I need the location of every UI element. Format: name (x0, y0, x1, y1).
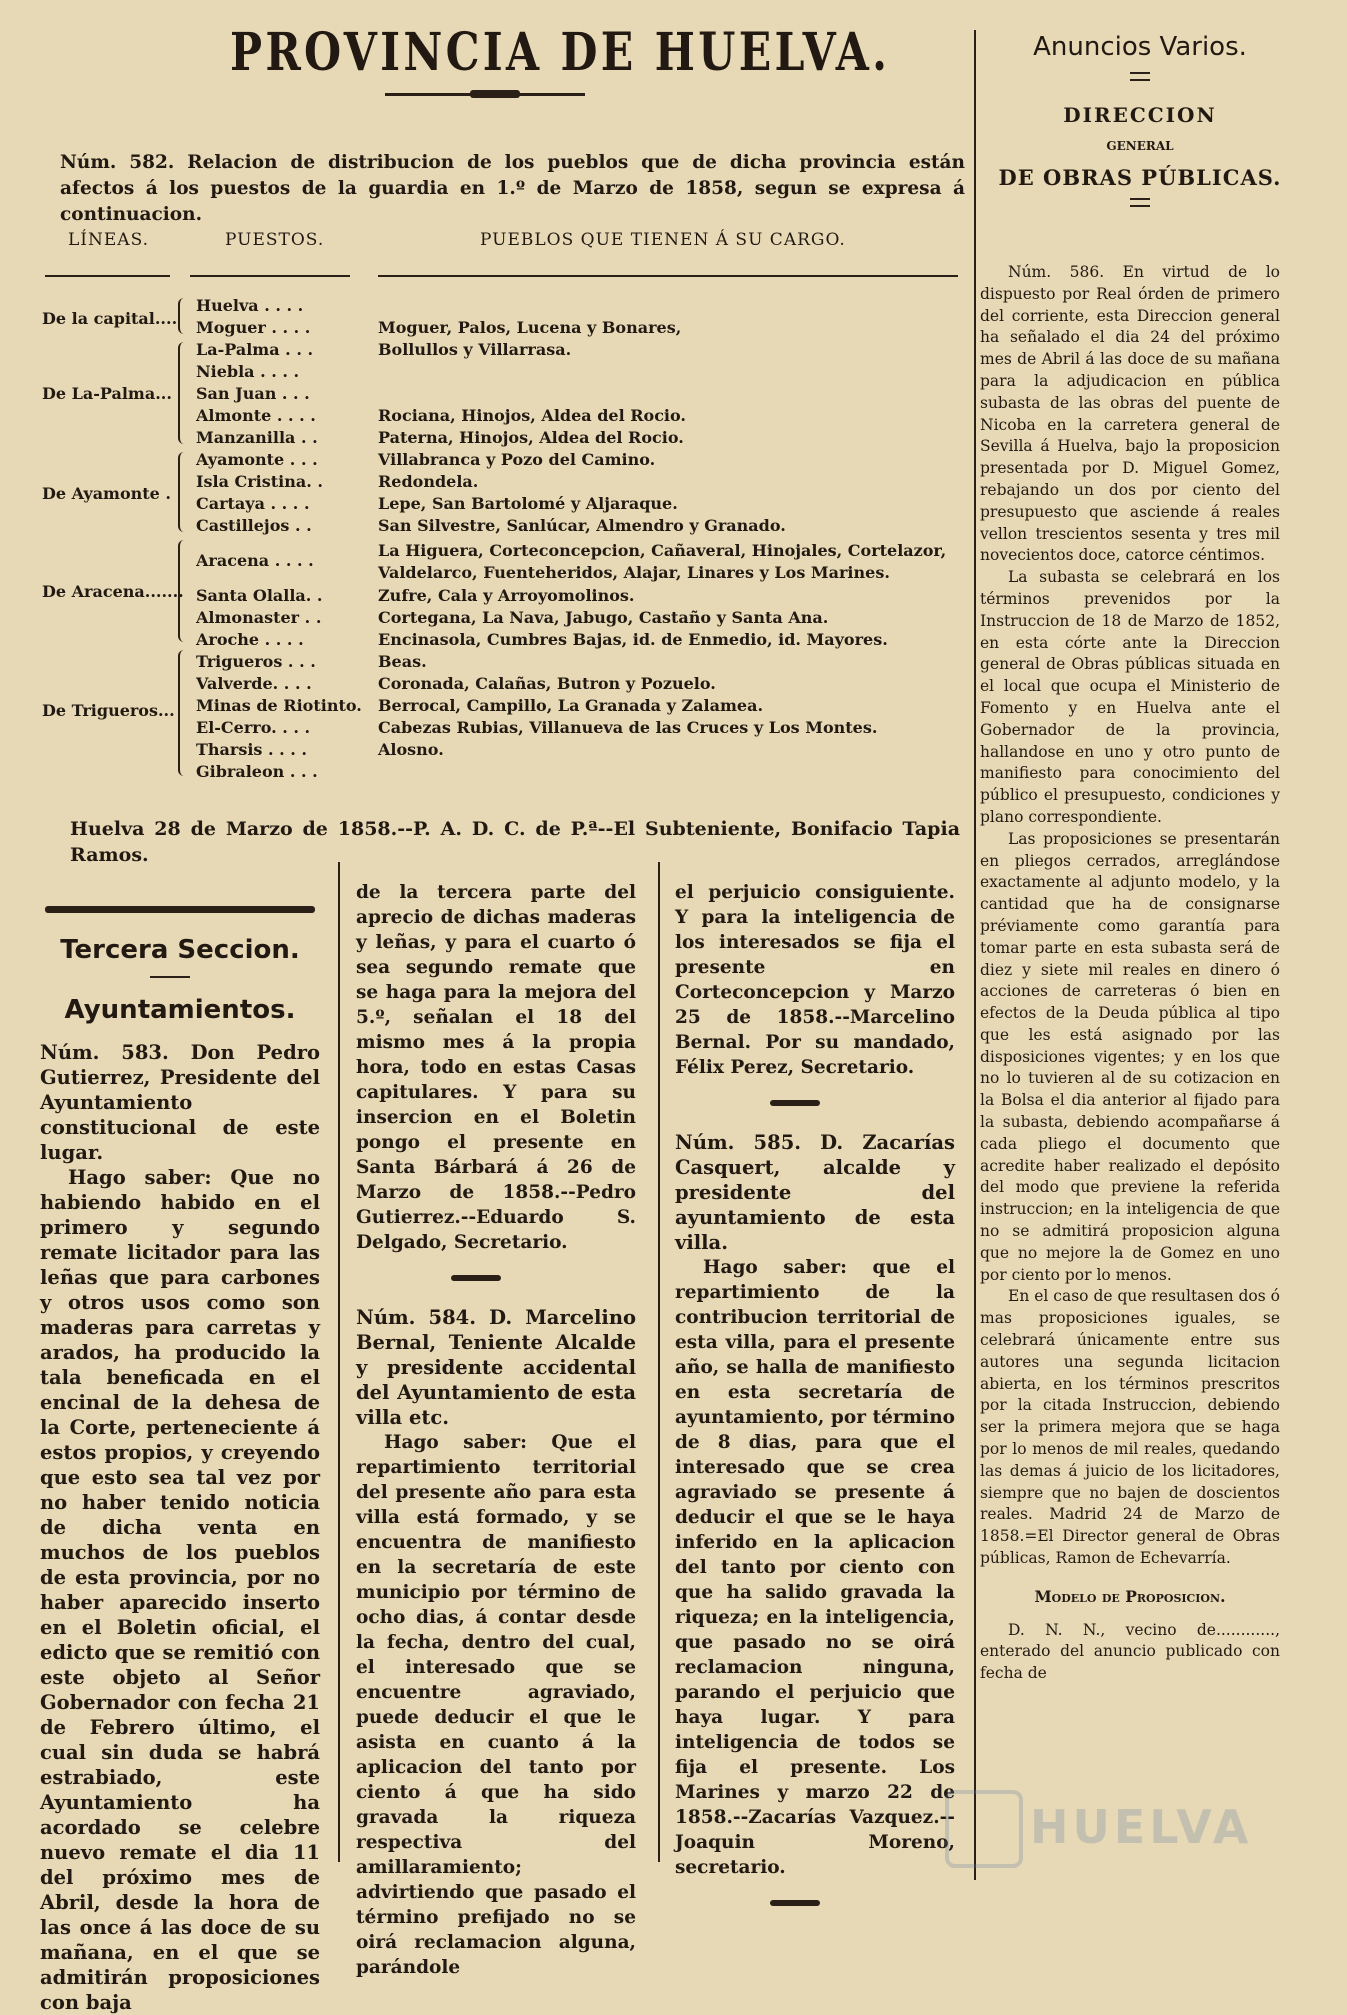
watermark-text: HUELVA (1030, 1800, 1253, 1854)
section-title: Tercera Seccion. (60, 935, 300, 965)
table-row: La-Palma . . . Bollullos y Villarrasa. (196, 340, 572, 359)
watermark-logo-icon (945, 1790, 1023, 1868)
notice-586-p1: Núm. 586. En virtud de lo dispuesto por Real órden de primero del corriente, esta Direccion general ha señalado el dia 24 del próximo mes de Abril á las doce de su mañana para la adjudicacion en pública subasta de las obras del puente de Nicoba en la carretera general de Sevilla á Huelva, bajo la proposicion presentada por D. Miguel Gomez, rebajando un dos por ciento del presupuesto que asciende á reales vellon trescientos sesenta y tres mil novecientos doce, catorce céntimos. (980, 263, 1280, 565)
signature-582: Huelva 28 de Marzo de 1858.--P. A. D. C. de P.ª--El Subteniente, Bonifacio Tapia Ramos. (70, 818, 960, 866)
obras-publicas: DE OBRAS PÚBLICAS. (998, 165, 1282, 190)
group-capital: De la capital.... (42, 309, 178, 328)
header-pueblos: PUEBLOS QUE TIENEN Á SU CARGO. (480, 230, 846, 250)
column-divider-2 (658, 862, 660, 1862)
section-title-rule (150, 976, 190, 978)
intro-582: Núm. 582. Relacion de distribucion de los pueblos que de dicha provincia están afectos á los puestos de la guardia en 1.º de Marzo de 1858, segun se expresa á continuacion. (60, 152, 965, 225)
table-row: Gibraleon . . . (196, 762, 318, 781)
modelo-title: Modelo de Proposicion. (1034, 1586, 1226, 1606)
direccion: DIRECCION (1063, 103, 1217, 127)
column-3 (675, 880, 955, 1906)
table-row: Niebla . . . . (196, 362, 300, 381)
header-rule-1 (45, 275, 170, 277)
anuncios-title: Anuncios Varios. (1033, 32, 1247, 62)
notice-584-body: Hago saber: Que el repartimiento territorial del presente año para esta villa está formado, y se encuentra de manifiesto en la secretaría de este municipio por término de ocho dias, á contar desde la fecha, dentro del cual, el interesado que se encuentre agraviado, puede deducir el que le asista en cuanto á la aplicacion del tanto por ciento á que ha sido gravada la riqueza respectiva del amillaramiento; advirtiendo que pasado el término prefijado no se oirá reclamacion alguna, parándole (356, 1432, 636, 1978)
general: GENERAL (1106, 139, 1174, 153)
table-row: Almonte . . . . Rociana, Hinojos, Aldea del Rocio. (196, 406, 686, 425)
notice-584-heading: Núm. 584. D. Marcelino Bernal, Teniente Alcalde y presidente accidental del Ayuntamiento de esta villa etc. (356, 1306, 636, 1429)
table-row: Moguer . . . . Moguer, Palos, Lucena y Bonares, (196, 318, 682, 337)
notice-586-p4: En el caso de que resultasen dos ó mas proposiciones iguales, se celebrará únicamente entre sus autores una segunda licitacion abierta, en los términos prescritos por la citada Instruccion, debiendo ser la primera mejora que se haga por lo menos de mil reales, quedando las demas á juicio de los licitadores, siempre que no bajen de doscientos reales. Madrid 24 de Marzo de 1858.=El Director general de Obras públicas, Ramon de Echevarría. (980, 1287, 1280, 1568)
table-row: El-Cerro. . . . Cabezas Rubias, Villanueva de las Cruces y Los Montes. (196, 718, 878, 737)
double-rule (1130, 72, 1150, 81)
header-rule-2 (190, 275, 350, 277)
notice-585-heading: Núm. 585. D. Zacarías Casquert, alcalde y presidente del ayuntamiento de esta villa. (675, 1131, 955, 1254)
notice-584-cont: el perjuicio consiguiente. Y para la inteligencia de los interesados se fija el presente en Corteconcepcion y Marzo 25 de 1858.--Marcelino Bernal. Por su mandado, Félix Perez, Secretario. (675, 882, 955, 1078)
separator-ornament-bottom (770, 1900, 820, 1906)
table-row: Almonaster . . Cortegana, La Nava, Jabugo, Castaño y Santa Ana. (196, 608, 829, 627)
table-row: Aroche . . . . Encinasola, Cumbres Bajas, id. de Enmedio, id. Mayores. (196, 630, 888, 649)
table-row: Ayamonte . . . Villabranca y Pozo del Camino. (196, 450, 656, 469)
table-row: Santa Olalla. . Zufre, Cala y Arroyomolinos. (196, 586, 635, 605)
table-row: Minas de Riotinto. Berrocal, Campillo, La Granada y Zalamea. (196, 696, 764, 715)
table-row: Huelva . . . . (196, 296, 304, 315)
header-lineas: LÍNEAS. (68, 230, 150, 250)
header-rule-3 (378, 275, 958, 277)
title-ornament-center (470, 90, 520, 98)
notice-586-p3: Las proposiciones se presentarán en pliegos cerrados, arreglándose exactamente al adjunto modelo, y la cantidad que ha de consignarse préviamente como garantía para tomar parte en esta subasta será de diez y siete mil reales en dinero ó acciones de carreteras ó bien en efectos de la Deuda pública al tipo que les está asignado por las disposiciones vigentes; y en los que no lo tuvieren al de su cotizacion en la Bolsa el dia anterior al fijado para la subasta, debiendo acompañarse á cada pliego el documento que acredite haber realizado el depósito del modo que previene la referida instruccion; en la inteligencia de que no se admitirá proposicion alguna que no mejore la de Gomez en uno por ciento por lo menos. (980, 829, 1280, 1284)
table-row: San Juan . . . (196, 384, 310, 403)
group-ayamonte: De Ayamonte . (42, 484, 171, 503)
column-divider-main (974, 30, 976, 1880)
page-title: PROVINCIA DE HUELVA. (230, 22, 891, 83)
notice-583-cont: de la tercera parte del aprecio de dichas maderas y leñas, y para el cuarto ó sea segundo remate que se haga para la mejora del 5.º, señalan el 18 del mismo mes á la propia hora, todo en estas Casas capitulares. Y para su insercion en el Boletin pongo el presente en Santa Bárbará á 26 de Marzo de 1858.--Pedro Gutierrez.--Eduardo S. Delgado, Secretario. (356, 882, 636, 1253)
table-row: Tharsis . . . . Alosno. (196, 740, 444, 759)
section-rule-top (45, 906, 315, 913)
notice-583-body: Hago saber: Que no habiendo habido en el primero y segundo remate licitador para las leñas que para carbones y otros usos como son maderas para carretas y arados, ha producido la tala beneficada en el encinal de la dehesa de la Corte, perteneciente á estos propios, y creyendo que esto sea tal vez por no haber tenido noticia de dicha venta en muchos de los pueblos de esta provincia, por no haber aparecido inserto en el Boletin oficial, el edicto que se remitió con este objeto al Señor Gobernador con fecha 21 de Febrero último, el cual sin duda se habrá estrabiado, este Ayuntamiento ha acordado se celebre nuevo remate el dia 11 del próximo mes de Abril, desde la hora de las once á las doce de su mañana, en el que se admitirán proposiciones con baja (40, 1166, 320, 2014)
table-row: Isla Cristina. . Redondela. (196, 472, 479, 491)
notice-585-body: Hago saber: que el repartimiento de la contribucion territorial de esta villa, para el presente año, se halla de manifiesto en esta secretaría de ayuntamiento, por término de 8 dias, para que el interesado que se crea agraviado se presente á deducir el que se le haya inferido en la aplicacion del tanto por ciento con que ha salido gravada la riqueza; en la inteligencia, que pasado no se oirá reclamacion ninguna, parando el perjuicio que haya lugar. Y para inteligencia de todos se fija el presente. Los Marines y marzo 22 de 1858.--Zacarías Vazquez.--Joaquin Moreno, secretario. (675, 1257, 955, 1878)
column-2 (356, 880, 636, 1980)
notice-586-p2: La subasta se celebrará en los términos prevenidos por la Instruccion de 18 de Marzo de 1852, en esta córte ante la Direccion general de Obras públicas situada en el local que ocupa el Ministerio de Fomento y en Huelva ante el Gobernador de la provincia, hallandose en uno y otro punto de manifiesto para conocimiento del público el presupuesto, condiciones y plano correspondiente. (980, 568, 1280, 826)
section-subtitle: Ayuntamientos. (64, 995, 296, 1025)
group-aracena: De Aracena....... (42, 582, 184, 601)
notice-583-heading: Núm. 583. Don Pedro Gutierrez, Presidente del Ayuntamiento constitucional de este lugar. (40, 1041, 320, 1164)
right-column-header (990, 32, 1290, 207)
column-4 (980, 262, 1280, 1685)
group-la-palma: De La-Palma... (42, 384, 172, 403)
double-rule (1130, 198, 1150, 207)
table-row: Cartaya . . . . Lepe, San Bartolomé y Aljaraque. (196, 494, 678, 513)
modelo-body: D. N. N., vecino de............, enterado del anuncio publicado con fecha de (980, 1620, 1280, 1683)
separator-ornament (451, 1275, 501, 1281)
table-row: Castillejos . . San Silvestre, Sanlúcar, Almendro y Granado. (196, 516, 786, 535)
header-puestos: PUESTOS. (225, 230, 325, 250)
separator-ornament (770, 1100, 820, 1106)
column-divider-1 (338, 862, 340, 1862)
table-row: Aracena . . . . La Higuera, Corteconcepcion, Cañaveral, Hinojales, Cortelazor, Valdelarco, Fuenteheridos, Alajar, Linares y Los Marines. (196, 541, 947, 582)
table-row: Trigueros . . . Beas. (196, 652, 427, 671)
table-row: Manzanilla . . Paterna, Hinojos, Aldea del Rocio. (196, 428, 684, 447)
group-trigueros: De Trigueros... (42, 701, 175, 720)
column-1 (40, 930, 320, 2015)
table-row: Valverde. . . . Coronada, Calañas, Butron y Pozuelo. (196, 674, 716, 693)
